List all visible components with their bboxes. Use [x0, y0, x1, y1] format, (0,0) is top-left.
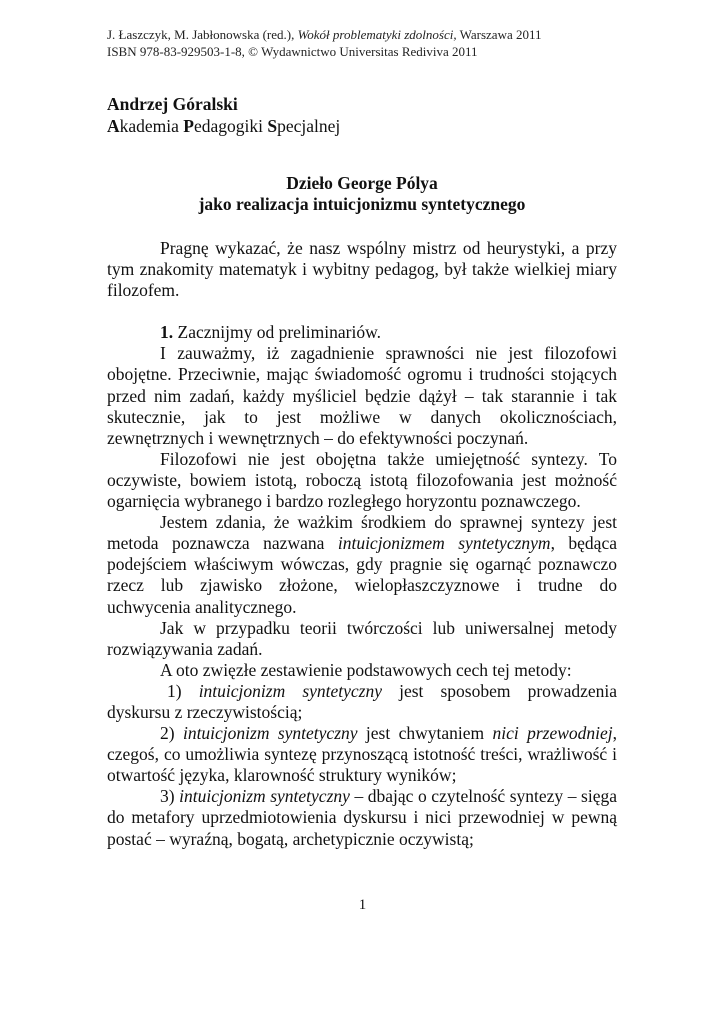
section-heading-1: 1. Zacznijmy od preliminariów. [160, 322, 381, 343]
page-number: 1 [358, 897, 367, 913]
paragraph-synthesis: Filozofowi nie jest obojętna także umiejętność syntezy. To oczywiste, bowiem istotą, roboczą istotą filozofowania jest możność ogarnięcia wybranego i bardzo rozległego horyzontu poznawczego. [107, 448, 617, 512]
list-item-3: 3) intuicjonizm syntetyczny – dbając o czytelność syntezy – sięga do metafory uprzedmiotowienia dyskursu i nici przewodniej w pewną postać – wyraźną, bogatą, archetypicznie oczywistą; [107, 786, 617, 849]
paragraph-method: Jestem zdania, że ważkim środkiem do sprawnej syntezy jest metoda poznawcza nazwana intuicjonizmem syntetycznym, będąca podejściem właściwym wówczas, gdy pragnie się ogarnąć poznawczo rzecz lub zjawisko złożone, wielopłaszczyznowe i trudne do uchwycenia analitycznego. [107, 512, 617, 617]
title-line-1: Dzieło George Pólya [286, 173, 438, 193]
list-item-1: 1) intuicjonizm syntetyczny jest sposobem prowadzenia dyskursu z rzeczywistością; [107, 680, 617, 722]
author-block [107, 93, 340, 137]
citation-place-year: Warszawa 2011 [456, 27, 542, 42]
citation-line-2: ISBN 978-83-929503-1-8, © Wydawnictwo Universitas Rediviva 2011 [107, 44, 478, 59]
article-body [107, 238, 617, 850]
article-title [107, 173, 617, 215]
citation-authors: J. Łaszczyk, M. Jabłonowska (red.), [107, 27, 298, 42]
intro-paragraph: Pragnę wykazać, że nasz wspólny mistrz od heurystyki, a przy tym znakomity matematyk i wybitny pedagog, był także wielkiej miary filozofem. [107, 238, 617, 301]
citation-book-title: Wokół problematyki zdolności, [297, 27, 457, 42]
list-item-2: 2) intuicjonizm syntetyczny jest chwytaniem nici przewodniej, czegoś, co umożliwia syntezę przynoszącą istotność treści, wrażliwość i otwartość języka, klarowność struktury wyników; [107, 723, 618, 786]
author-name: Andrzej Góralski [107, 94, 238, 114]
citation-line-1 [107, 26, 542, 43]
paragraph-summary-intro: A oto zwięzłe zestawienie podstawowych cech tej metody: [160, 659, 572, 680]
paragraph-efficiency: I zauważmy, iż zagadnienie sprawności nie jest filozofowi obojętne. Przeciwnie, mając świadomość ogromu i trudności stojących przed nim zadań, każdy myśliciel będzie dążył – tak starannie i tak skutecznie, jak to jest możliwe w danych okolicznościach, zewnętrznych i wewnętrznych – do efektywności poczynań. [107, 343, 617, 448]
title-line-2: jako realizacja intuicjonizmu syntetycznego [198, 194, 526, 214]
paragraph-example: Jak w przypadku teorii twórczości lub uniwersalnej metody rozwiązywania zadań. [107, 617, 617, 659]
author-affiliation: Akademia Pedagogiki Specjalnej [107, 116, 341, 136]
citation-header [107, 26, 542, 60]
